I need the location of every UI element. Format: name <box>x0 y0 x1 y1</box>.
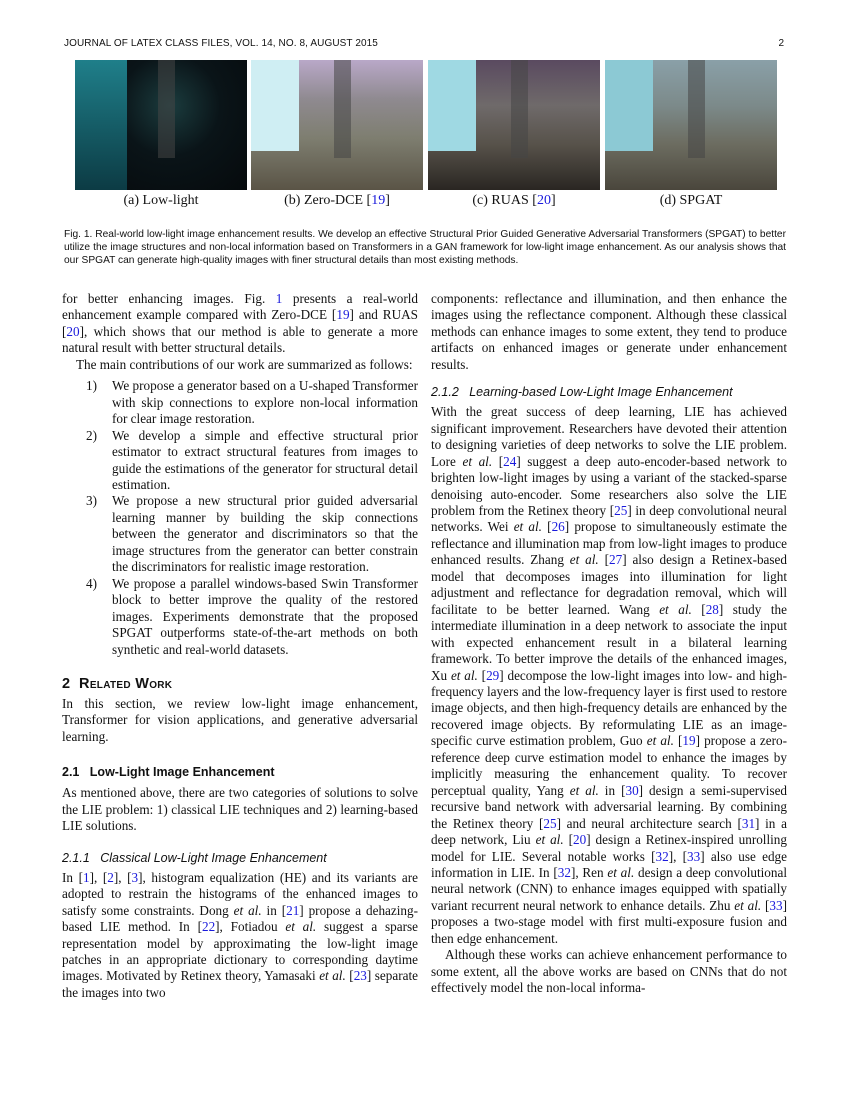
paragraph: The main contributions of our work are summarized as follows: <box>76 356 413 372</box>
citation-link[interactable]: 24 <box>503 453 517 469</box>
left-column <box>62 291 418 1001</box>
figure-image-low-light <box>75 60 247 190</box>
citation-link[interactable]: 27 <box>609 552 623 568</box>
paragraph: components: reflectance and illumination, and then enhance the images using the reflectance component. Although these classical methods can enhance images to some extent, they tend to produce artifacts on enhanced images or generate under enhancement results. <box>431 291 787 372</box>
citation-link[interactable]: 1 <box>82 869 90 885</box>
section-heading <box>62 676 418 692</box>
list-item <box>62 378 418 427</box>
running-header: JOURNAL OF LATEX CLASS FILES, VOL. 14, NO. 8, AUGUST 2015 <box>64 38 378 49</box>
subsubsection-heading: 2.1.1 Classical Low-Light Image Enhancement <box>62 850 327 865</box>
paragraph: With the great success of deep learning, LIE has achieved significant improvement. Researchers have devoted their attention to designing varieties of deep networks to solve the LIE problem. Lore et al. [24] suggest a deep auto-encoder-based network to brighten low-light images by using a variant of the stacked-sparse denoising auto-encoder. Some researchers also solve the LIE problem from the Retinex theory [25] in deep convolutional neural networks. Wei et al. [26] propose to simultaneously estimate the reflectance and illumination map from low-light images to produce enhanced results. Zhang et al. [27] also design a Retinex-based model that decomposes images into illumination for light adjustment and reflectance for degradation removal, which will facilitate to be better learned. Wang et al. [28] study the intermediate illumination in a deep network to associate the input with expected enhancement result in a bilateral learning framework. To better improve the details of the enhanced images, Xu et al. [29] decompose the low-light images into low- and high-frequency layers and the low-frequency layer is first used to restore image objects, and then high-frequency details are enhanced by the recovered image objects. By reformulating LIE as an image-specific curve estimation problem, Guo et al. [19] propose a zero-reference deep curve estimation model to enhance the images by implicitly measuring the enhancement quality. To recover perceptual quality, Yang et al. in [30] design a semi-supervised recursive band network with adversarial learning. By combining the Retinex theory [25] and neural architecture search [31] in a deep network, Liu et al. [20] design a Retinex-inspired unrolling model for LIE. Several notable works [32], [33] also use edge information in LIE. In [32], Ren et al. design a deep convolutional neural network (CNN) to enhance images equipped with spatially variant recurrent neural network to enhance details. Zhu et al. [33] proposes a two-stage model with first multi-exposure fusion and then edge enhancement. <box>431 404 788 946</box>
list-text: We develop a simple and effective structural prior estimator to extract structural features from images to guide the estimations of the generator for structural detail estimation. <box>112 427 418 492</box>
list-number: 1) <box>86 378 97 394</box>
citation-link[interactable]: 33 <box>687 848 701 864</box>
citation-link[interactable]: 33 <box>769 897 783 913</box>
citation-link[interactable]: 2 <box>107 869 114 885</box>
subsubsection-heading: 2.1.2 Learning-based Low-Light Image Enhancement <box>431 385 733 400</box>
section-number: 2 <box>62 675 71 692</box>
section-title: Related Work <box>79 675 173 692</box>
subsection-heading: 2.1 Low-Light Image Enhancement <box>62 765 275 780</box>
list-item <box>62 576 418 658</box>
citation-link[interactable]: 30 <box>625 782 639 798</box>
figure-image-ruas <box>428 60 600 190</box>
citation-link[interactable]: 3 <box>131 869 139 885</box>
subcaption-a: (a) Low-light <box>123 193 199 208</box>
list-number: 4) <box>86 575 97 591</box>
subcaption-d: (d) SPGAT <box>659 193 723 208</box>
citation-link[interactable]: 21 <box>286 902 300 918</box>
citation-link[interactable]: 19 <box>371 193 386 208</box>
list-text: We propose a new structural prior guided adversarial learning manner by building the skip connections between the generator and discriminators so that the image structures from the generator can better constrain the discriminators for realistic image restoration. <box>112 493 418 575</box>
citation-link[interactable]: 25 <box>614 502 628 518</box>
paragraph: As mentioned above, there are two categories of solutions to solve the LIE problem: 1) classical LIE techniques and 2) learning-based LIE solutions. <box>62 785 418 834</box>
list-number: 3) <box>86 493 97 509</box>
citation-link[interactable]: 25 <box>543 815 557 831</box>
figure-image-spgat <box>605 60 777 190</box>
paragraph: Although these works can achieve enhancement performance to some extent, all the above works are based on CNNs that do not effectively model the non-local informa- <box>431 947 787 996</box>
contributions-list <box>62 378 418 658</box>
subcaption-c: (c) RUAS [20] <box>472 193 556 208</box>
list-text: We propose a generator based on a U-shaped Transformer with skip connections to explore non-local information for clear image restoration. <box>112 378 418 427</box>
citation-link[interactable]: 26 <box>551 519 565 535</box>
list-number: 2) <box>86 427 97 443</box>
figure-link[interactable]: 1 <box>275 291 283 306</box>
citation-link[interactable]: 32 <box>655 848 669 864</box>
citation-link[interactable]: 19 <box>682 733 696 749</box>
page-number: 2 <box>778 38 784 49</box>
citation-link[interactable]: 29 <box>486 667 500 683</box>
citation-link[interactable]: 20 <box>66 323 80 339</box>
citation-link[interactable]: 23 <box>353 968 367 984</box>
citation-link[interactable]: 22 <box>201 919 216 935</box>
citation-link[interactable]: 32 <box>557 864 571 880</box>
figure-image-zero-dce <box>251 60 423 190</box>
citation-link[interactable]: 28 <box>705 601 719 617</box>
citation-link[interactable]: 31 <box>741 815 756 831</box>
citation-link[interactable]: 20 <box>573 832 587 848</box>
citation-link[interactable]: 19 <box>336 307 350 323</box>
figure-caption: Fig. 1. Real-world low-light image enhancement results. We develop an effective Structural Prior Guided Generative Adversarial Transformers (SPGAT) to better utilize the image structures and non-local information based on Transformers in a GAN framework for low-light image enhancement. As our analysis shows that our SPGAT can generate high-quality images with finer structural details than most existing methods. <box>64 229 786 267</box>
list-item <box>62 493 418 575</box>
paragraph: In this section, we review low-light image enhancement, Transformer for vision applications, and generative adversarial learning. <box>62 695 418 744</box>
list-item <box>62 428 418 494</box>
list-text: We propose a parallel windows-based Swin Transformer block to better improve the quality of the restored images. Experiments demonstrate that the proposed SPGAT outperforms state-of-the-art methods on both synthetic and real-world datasets. <box>112 575 418 657</box>
citation-link[interactable]: 20 <box>536 193 551 208</box>
paragraph: In [1], [2], [3], histogram equalization (HE) and its variants are adopted to restrain the histograms of the enhanced images to satisfy some constraints. Dong et al. in [21] propose a dehazing-based LIE method. In [22], Fotiadou et al. suggest a sparse representation model by approximating the low-light image patches in an appropriate dictionary to corresponding daytime images. Motivated by Retinex theory, Yamasaki et al. [23] separate the images into two <box>62 869 418 1000</box>
paragraph: for better enhancing images. Fig. 1 presents a real-world enhancement example compared with Zero-DCE [19] and RUAS [20], which shows that our method is able to generate a more natural result with better structural details. <box>62 291 418 356</box>
right-column <box>431 291 787 997</box>
subcaption-b: (b) Zero-DCE [19] <box>284 193 390 208</box>
